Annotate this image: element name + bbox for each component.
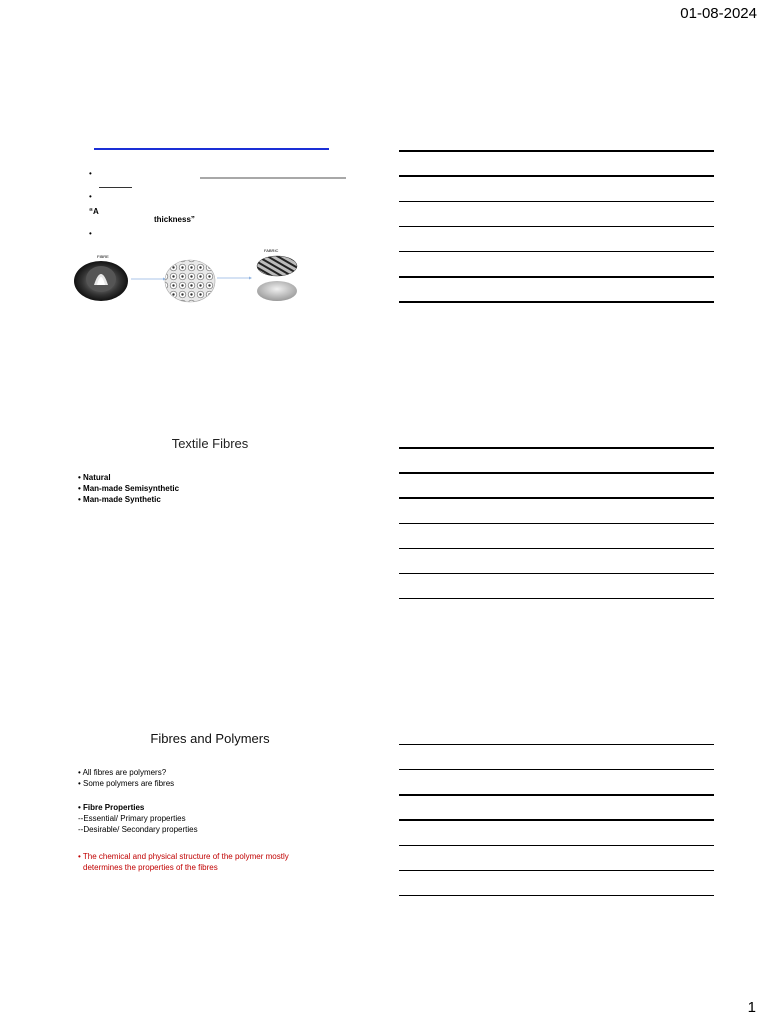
- note-line: [399, 794, 714, 796]
- note-line: [399, 819, 714, 821]
- note-line: [399, 497, 714, 499]
- note-line: [399, 744, 714, 745]
- list-item: • Some polymers are fibres: [78, 779, 175, 788]
- note-line: [399, 870, 714, 871]
- note-line: [399, 523, 714, 524]
- note-line: [399, 845, 714, 846]
- note-line: [399, 276, 714, 278]
- slide-3-properties: [78, 802, 198, 835]
- list-item: • Man-made Semisynthetic: [78, 484, 180, 493]
- note-line: [399, 598, 714, 599]
- slide-2-title: Textile Fibres: [171, 436, 249, 451]
- bullet-dot: •: [89, 169, 92, 178]
- fibre-label: FIBRE: [97, 254, 109, 259]
- slide-3-title: Fibres and Polymers: [150, 731, 270, 746]
- note-line: [399, 301, 714, 303]
- note-line: [399, 895, 714, 896]
- page-number: 1: [747, 999, 756, 1016]
- slide-1-title-rule: [94, 148, 329, 150]
- note-line: [399, 573, 714, 574]
- slide-2-bullets: [78, 472, 179, 505]
- properties-heading: • Fibre Properties: [78, 803, 145, 812]
- fibre-cross-section-icon: [74, 261, 128, 301]
- note-line: [399, 150, 714, 152]
- list-item: --Essential/ Primary properties: [78, 814, 186, 823]
- list-item: • Natural: [78, 473, 111, 482]
- note-line: [399, 769, 714, 770]
- highlight-line: • The chemical and physical structure of the polymer mostly: [78, 852, 289, 861]
- yarn-cross-section-icon: [165, 260, 215, 302]
- note-line: [399, 251, 714, 252]
- note-line: [399, 175, 714, 177]
- list-item: • Man-made Synthetic: [78, 495, 161, 504]
- note-line: [399, 226, 714, 227]
- note-line: [399, 472, 714, 474]
- fibre-to-fabric-diagram: [70, 245, 310, 307]
- slide-1-quote-end: thickness”: [154, 215, 195, 224]
- bullet-dot: •: [89, 229, 92, 238]
- highlight-line: determines the properties of the fibres: [83, 863, 218, 872]
- note-line: [399, 201, 714, 202]
- fabric-label: FABRIC: [264, 248, 279, 253]
- note-line: [399, 447, 714, 449]
- bullet-dot: •: [89, 192, 92, 201]
- list-item: • All fibres are polymers?: [78, 768, 167, 777]
- slide-3-highlight: [78, 851, 289, 873]
- list-item: --Desirable/ Secondary properties: [78, 825, 198, 834]
- slide-1-underline: [99, 187, 132, 188]
- fabric-swatch-icon: [257, 281, 297, 301]
- slide-1-gray-rule: [200, 177, 346, 179]
- woven-fabric-icon: [257, 256, 297, 276]
- slide-3-bullets: [78, 767, 174, 789]
- slide-1-quote-start: “A: [89, 207, 99, 216]
- note-line: [399, 548, 714, 549]
- header-date: 01-08-2024: [680, 5, 757, 22]
